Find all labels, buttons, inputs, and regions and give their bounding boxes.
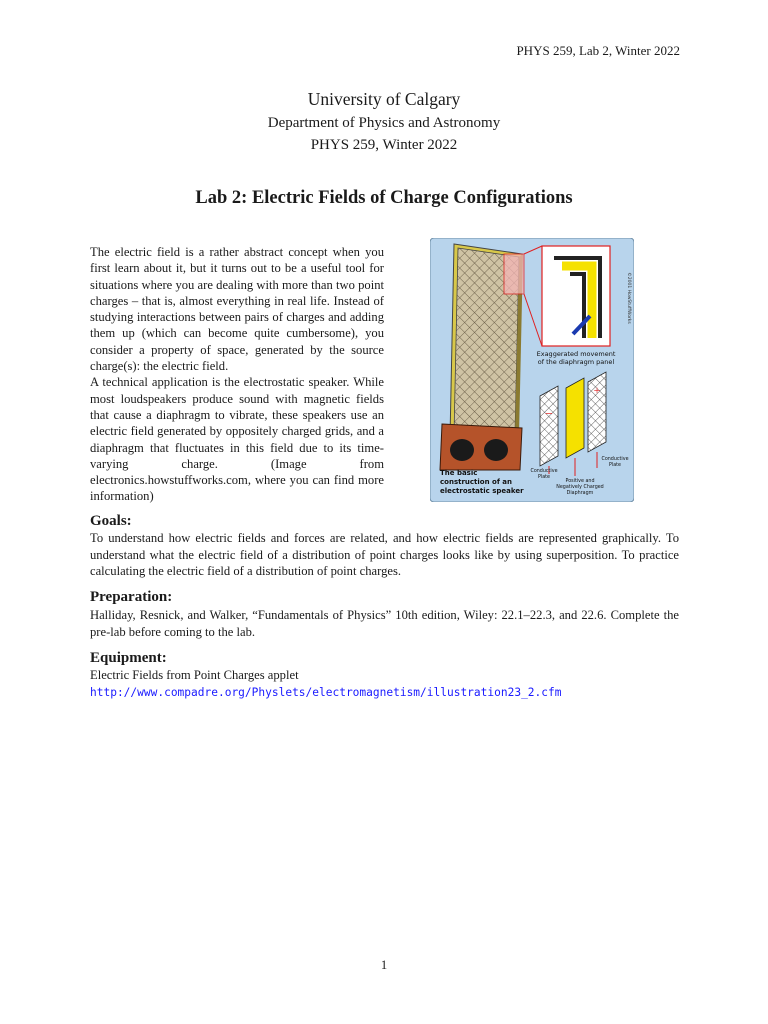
movement-label-2: of the diaphragm panel <box>537 358 615 366</box>
movement-label-1: Exaggerated movement <box>536 350 616 358</box>
intro-paragraph-2: A technical application is the electrostatic speaker. While most loudspeakers produce sound with magnetic fields that cause a diaphragm to vibrate, these speakers use an electric field generated by oppositely charged grids, and a diaphragm that fluctuates in this field due to its time-varying charge. (Image from electronics.howstuffworks.com, where you can find more information) <box>90 375 384 504</box>
minus-sign: − <box>545 407 553 422</box>
equipment-heading: Equipment: <box>90 650 167 666</box>
equipment-body <box>90 667 679 701</box>
electrostatic-speaker-figure <box>430 238 634 502</box>
diaphragm-label-1: Positive and <box>565 479 595 484</box>
goals-body <box>90 530 679 580</box>
figure-caption-3: electrostatic speaker <box>440 487 524 495</box>
intro-text <box>90 244 384 505</box>
conductive-plate-left-1: Conductive <box>530 469 558 474</box>
conductive-plate-left-2: Plate <box>538 475 550 480</box>
goals-text: To understand how electric fields and forces are related, and how electric fields are represented graphically. To understand what the electric field of a distribution of point charges looks like by using superposition. To practice calculating the electric field of a distribution of point charges. <box>90 531 679 578</box>
goals-heading: Goals: <box>90 513 132 529</box>
course-name: PHYS 259, Winter 2022 <box>310 137 458 153</box>
diaphragm-label-3: Diaphragm <box>566 491 594 496</box>
speaker-base <box>440 424 522 470</box>
figure-copyright: ©2001 HowStuffWorks <box>626 272 631 324</box>
figure-caption-1: The basic <box>440 469 478 477</box>
diaphragm-label-2: Negatively Charged <box>556 485 604 490</box>
applet-link[interactable]: http://www.compadre.org/Physlets/electromagnetism/illustration23_2.cfm <box>90 685 562 699</box>
plus-sign: + <box>593 383 601 397</box>
conductive-plate-right-1: Conductive <box>601 457 629 462</box>
department-name: Department of Physics and Astronomy <box>267 115 501 131</box>
running-head: PHYS 259, Lab 2, Winter 2022 <box>516 43 680 58</box>
page-number: 1 <box>380 958 388 972</box>
zoom-source-box <box>504 254 524 294</box>
magnified-view <box>542 246 610 346</box>
conductive-plate-right-2: Plate <box>609 463 621 468</box>
figure-caption-2: construction of an <box>440 478 513 486</box>
preparation-body <box>90 607 679 640</box>
preparation-text: Halliday, Resnick, and Walker, “Fundamentals of Physics” 10th edition, Wiley: 22.1–22.3, and 22.6. Complete the pre-lab before coming to the lab. <box>90 608 679 639</box>
intro-paragraph-1: The electric field is a rather abstract concept when you first learn about it, but it turns out to be a useful tool for situations where you are dealing with more than two point charges – that is, almost everything in real life. Instead of studying interactions between pairs of charges and adding them up (which can become quite cumbersome), you consider a property of space, generated by the source charge(s): the electric field. <box>90 245 384 374</box>
preparation-heading: Preparation: <box>90 589 173 605</box>
university-name: University of Calgary <box>307 89 461 109</box>
lab-title: Lab 2: Electric Fields of Charge Configurations <box>195 188 573 208</box>
equipment-item: Electric Fields from Point Charges applet <box>90 668 299 682</box>
